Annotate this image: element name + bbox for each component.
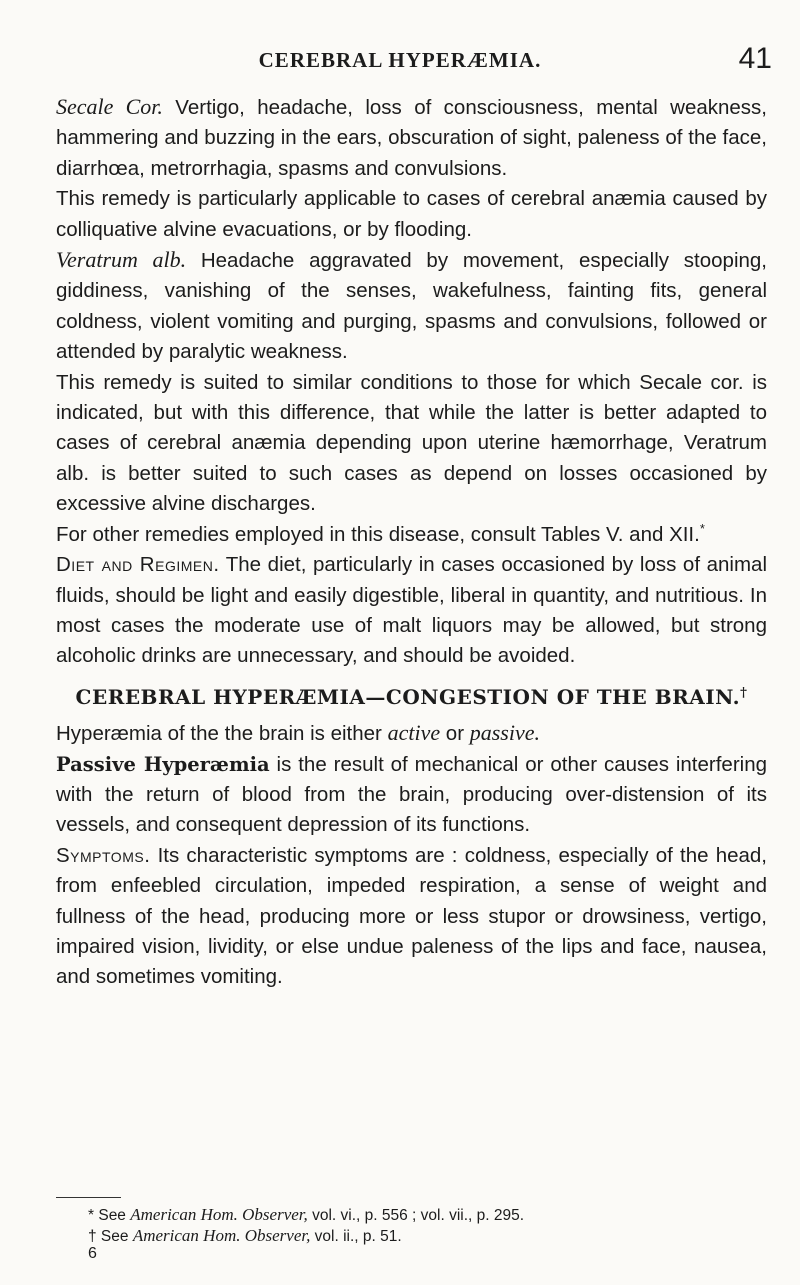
paragraph-text: For other remedies employed in this disease, consult Tables V. and XII.: [56, 522, 700, 546]
footnote-title: American Hom. Observer,: [130, 1205, 308, 1224]
paragraph-secale-note: This remedy is particularly applicable to cases of cerebral anæmia caused by colliquative alvine evacuations, or by flooding.: [56, 187, 767, 241]
page-number: 41: [738, 42, 772, 75]
paragraph-text: Headache aggravated by movement, especially stooping, giddiness, vanishing of the senses, wakefulness, fainting fits, general coldness, violent vomiting and purging, spasms and convulsions, followed or attended by paralytic weakness.: [56, 249, 768, 364]
footnote-text: vol. vi., p. 556 ; vol. vii., p. 295.: [307, 1207, 525, 1224]
subheading: Symptoms.: [56, 843, 151, 867]
footnote: [88, 1226, 768, 1247]
paragraph-diet: [56, 550, 767, 672]
footnote-ref: *: [699, 520, 705, 536]
page-header: [0, 34, 800, 74]
signature-mark: 6: [88, 1245, 97, 1262]
subheading: Diet and Regimen.: [56, 553, 220, 577]
paragraph-hyperaemia: [56, 718, 767, 749]
paragraph-veratrum-note: This remedy is suited to similar conditions to those for which Secale cor. is indicated, but with this difference, that while the latter is better adapted to cases of cerebral anæmia depending upon uterine hæmorrhage, Veratrum alb. is better suited to such cases as depend on losses occasioned by excessive alvine discharges.: [56, 370, 767, 516]
paragraph-text: or: [440, 722, 470, 746]
section-heading-text: CEREBRAL HYPERÆMIA—CONGESTION OF THE BRAIN.: [75, 684, 741, 709]
footnote-rule: [56, 1197, 121, 1198]
footnote-marker: *: [88, 1207, 95, 1224]
paragraph-text: is the result of mechanical or other causes interfering with the return of blood from the brain, producing over-distension of its vessels, and consequent depression of its functions.: [56, 752, 767, 837]
paragraph-text: The diet, particularly in cases occasioned by loss of animal fluids, should be light and easily digestible, liberal in quantity, and nutritious. In most cases the moderate use of malt liquors may be allowed, but strong alcoholic drinks are unnecessary, and should be avoided.: [56, 553, 767, 668]
running-head: CEREBRAL HYPERÆMIA.: [258, 48, 542, 72]
footnote-marker: †: [88, 1228, 97, 1245]
term-passive: passive.: [469, 720, 540, 746]
footnote-text: See: [96, 1228, 133, 1245]
footnote-title: American Hom. Observer,: [132, 1226, 311, 1245]
paragraph-passive: [56, 750, 767, 841]
footnote-ref: †: [740, 685, 748, 701]
paragraph-text: Its characteristic symptoms are : coldness, especially of the head, from enfeebled circulation, impeded respiration, a sense of weight and fullness of the head, producing more or less stupor or drowsiness, vertigo, impaired vision, lividity, or else undue paleness of the lips and face, nausea, and sometimes vomiting.: [56, 843, 767, 989]
paragraph-secale: [56, 92, 767, 184]
paragraph-other-remedies: [56, 520, 767, 550]
remedy-name: Secale Cor.: [56, 94, 163, 119]
subheading: Passive Hyperæmia: [56, 752, 270, 776]
paragraph-symptoms: [56, 841, 767, 993]
paragraph-text: Vertigo, headache, loss of consciousness, mental weakness, hammering and buzzing in the ears, obscuration of sight, paleness of the face, diarrhœa, metrorrhagia, spasms and convulsions.: [56, 96, 768, 180]
footnote: [88, 1205, 768, 1226]
footnote-text: vol. ii., p. 51.: [310, 1228, 402, 1245]
footnote-text: See: [94, 1207, 131, 1224]
remedy-name: Veratrum alb.: [56, 247, 187, 273]
paragraph-text: Hyperæmia of the the brain is either: [56, 722, 388, 746]
paragraph-veratrum: [56, 245, 767, 368]
term-active: active: [387, 720, 441, 746]
section-heading: [56, 682, 767, 712]
page-body: [56, 92, 767, 993]
footnotes: [88, 1205, 768, 1247]
